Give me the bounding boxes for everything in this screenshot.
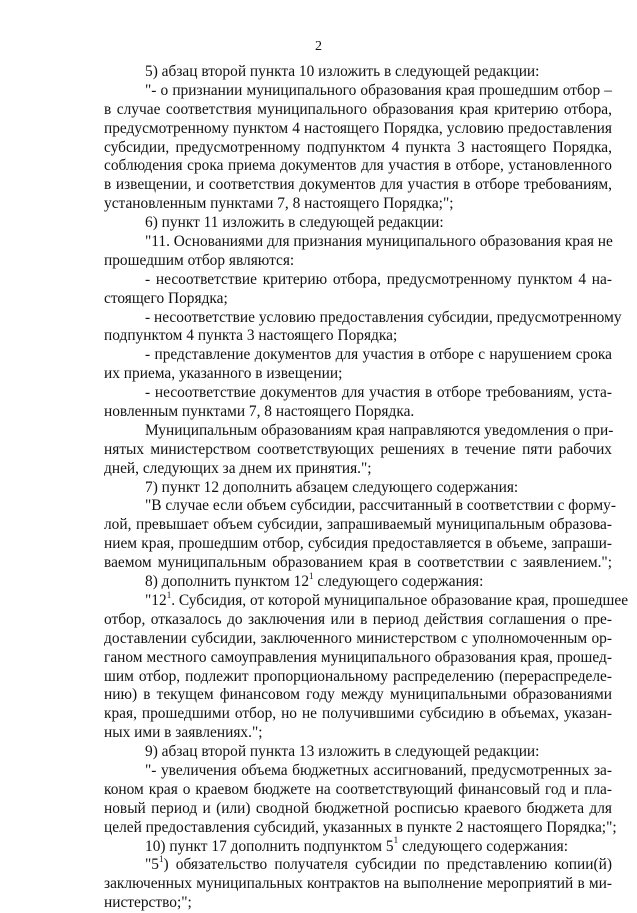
line-text: прошедшим отбор являются: (104, 251, 295, 269)
superscript: 1 (393, 835, 399, 846)
line-text: в извещении, и соответствия документов для участия в отборе требованиям, (104, 176, 612, 194)
text-line (104, 835, 612, 857)
line-text: - несоответствие условию предоставления субсидии, предусмотренному (145, 308, 622, 326)
line-text: соблюдения срока приема документов для участия в отборе, установленного (104, 157, 612, 175)
line-text: - несоответствие документов для участия в отборе требованиям, уста- (145, 384, 612, 402)
line-text: ных ими в заявлениях."; (104, 724, 263, 742)
line-text: коном края о краевом бюджете на соответствующий финансовый год и пла- (104, 780, 612, 798)
line-text: в случае соответствия муниципального образования края критерию отбора, (104, 100, 612, 118)
line-text: нистерство;"; (104, 894, 192, 912)
line-text: 5) абзац второй пункта 10 изложить в следующей редакции: (145, 63, 540, 80)
line-text: "11. Основаниями для признания муниципального образования края не (145, 233, 613, 251)
line-text: нием края, прошедшим отбор, субсидия предоставляется в объеме, запраши- (104, 535, 612, 553)
text-line (104, 195, 612, 214)
text-line (104, 818, 617, 838)
superscript: 1 (158, 854, 164, 865)
line-text: 10) пункт 17 дополнить подпунктом 5 (145, 837, 394, 855)
text-line (104, 233, 612, 252)
line-text: - представление документов для участия в отборе с нарушением срока (145, 346, 612, 364)
text-line (104, 176, 612, 195)
text-line (104, 762, 612, 781)
line-text: целей предоставления субсидий, указанных в пункте 2 настоящего Порядка;"; (104, 818, 617, 836)
line-text: ганом местного самоуправления муниципального образования края, прошед- (104, 648, 612, 666)
superscript: 1 (309, 570, 314, 581)
text-line (104, 800, 612, 819)
line-text: 9) абзац второй пункта 13 изложить в следующей редакции: (145, 743, 540, 761)
line-text: - несоответствие критерию отбора, предусмотренному пунктом 4 на- (145, 270, 612, 288)
line-text: подпунктом 4 пункта 3 настоящего Порядка; (104, 327, 398, 345)
line-text-continued: ) обязательство получателя субсидии по представлению копии(й) (163, 856, 612, 874)
text-line (104, 308, 622, 328)
line-text: заключенных муниципальных контрактов на выполнение мероприятий в ми- (104, 875, 612, 893)
text-line (104, 570, 612, 592)
text-line (104, 686, 612, 705)
line-text: 7) пункт 12 дополнить абзацем следующего содержания: (145, 478, 519, 496)
text-line (104, 611, 612, 630)
line-text: "- увеличения объема бюджетных ассигнований, предусмотренных за- (145, 761, 612, 779)
line-text: ваемом муниципальным образованием края в соответствии с заявлением."; (104, 554, 612, 572)
text-line (104, 120, 612, 139)
line-text: доставлении субсидии, заключенного министерством с уполномоченным ор- (104, 629, 612, 647)
line-text: 6) пункт 11 изложить в следующей редакции: (145, 214, 444, 232)
text-line (104, 82, 612, 101)
text-line (104, 365, 612, 384)
line-text: края, прошедшими отбор, но не получившими субсидию в объемах, указан- (104, 705, 612, 723)
text-line (104, 781, 612, 800)
line-text: 8) дополнить пунктом 12 (145, 573, 310, 591)
line-text: Муниципальным образованиям края направляются уведомления о при- (145, 421, 614, 439)
line-text: стоящего Порядка; (104, 289, 228, 307)
page-number: 2 (315, 39, 322, 54)
text-line (104, 271, 612, 290)
text-line (104, 252, 612, 271)
text-line (104, 384, 612, 403)
text-line (104, 101, 612, 120)
line-text: шим отбор, подлежит пропорциональному распределению (перераспределе- (104, 667, 612, 685)
line-text-continued: следующего содержания: (398, 837, 568, 855)
text-line (104, 894, 612, 913)
text-line (104, 668, 612, 687)
text-line (104, 327, 612, 346)
line-text: предусмотренному пунктом 4 настоящего Порядка, условию предоставления (104, 119, 612, 137)
line-text-continued: . Субсидия, от которой муниципальное образование края, прошедшее (171, 591, 629, 609)
text-line (104, 403, 612, 422)
text-line (104, 649, 612, 668)
superscript: 1 (166, 589, 172, 600)
document-body (104, 63, 629, 913)
line-text: их приема, указанного в извещении; (104, 365, 343, 383)
text-line (104, 724, 612, 743)
text-line (104, 630, 612, 649)
text-line (104, 422, 612, 441)
text-line (104, 214, 612, 233)
line-text: "12 (145, 591, 167, 609)
text-line (104, 875, 612, 894)
text-line (104, 139, 612, 158)
text-line (104, 856, 612, 875)
line-text-continued: следующего содержания: (313, 573, 484, 591)
line-text: дней, следующих за днем их принятия."; (104, 459, 372, 477)
line-text: нию) в текущем финансовом году между муниципальными образованиями (104, 686, 612, 704)
line-text: установленным пунктами 7, 8 настоящего Порядка;"; (104, 195, 454, 213)
text-line (104, 497, 616, 516)
line-text: новый период и (или) сводной бюджетной росписью краевого бюджета для (104, 799, 612, 817)
text-line (104, 157, 612, 176)
text-line (104, 705, 612, 724)
line-text: новленным пунктами 7, 8 настоящего Порядка. (104, 403, 415, 421)
line-text: "В случае если объем субсидии, рассчитанный в соответствии с форму- (145, 497, 616, 515)
line-text: нятых министерством соответствующих решениях в течение пяти рабочих (104, 440, 612, 458)
text-line (104, 441, 612, 460)
text-line (104, 479, 612, 498)
text-line (104, 346, 612, 365)
line-text: лой, превышает объем субсидии, запрашиваемый муниципальным образова- (104, 516, 612, 534)
text-line (104, 743, 612, 762)
line-text: "- о признании муниципального образования края прошедшим отбор – (145, 81, 612, 99)
line-text: "5 (145, 856, 159, 874)
line-text: отбор, отказалось до заключения или в период действия соглашения о пре- (104, 610, 612, 628)
line-text: субсидии, предусмотренному подпунктом 4 пункта 3 настоящего Порядка, (104, 138, 612, 156)
text-line (104, 589, 629, 611)
text-line (104, 290, 612, 309)
text-line (104, 535, 612, 554)
text-line (104, 516, 612, 535)
text-line (104, 554, 612, 573)
text-line (104, 63, 612, 82)
text-line (104, 460, 612, 479)
